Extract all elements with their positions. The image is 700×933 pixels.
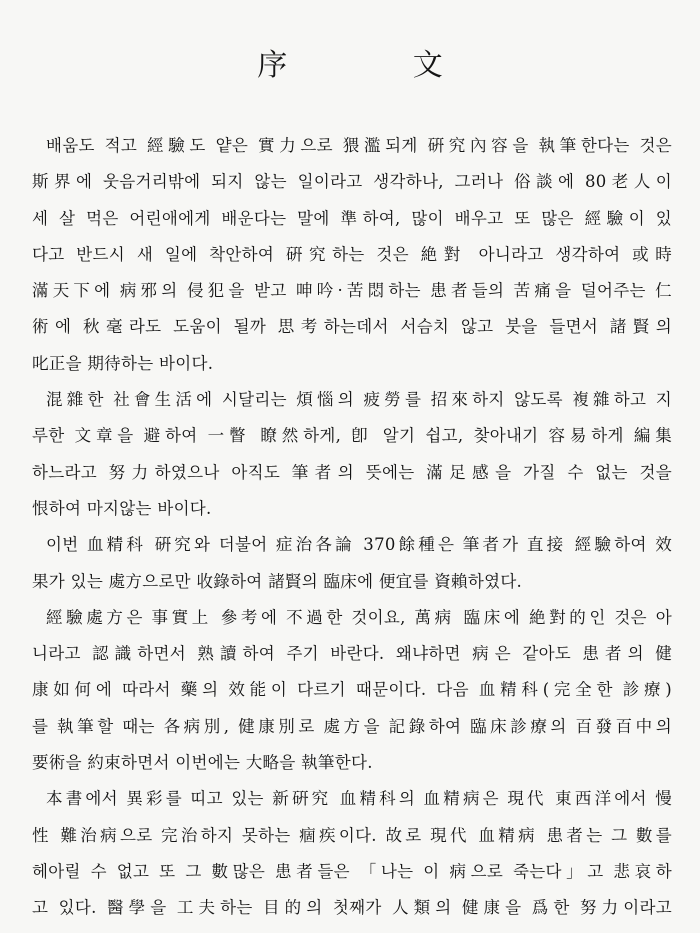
text-line: 배움도 적고 經驗도 얕은 實力으로 猥濫되게 硏究內容을 執筆한다는 것은 bbox=[46, 136, 672, 155]
text-line: 세 살 먹은 어린애에게 배운다는 말에 準하여, 많이 배우고 또 많은 經驗이 있 bbox=[32, 208, 672, 228]
text-line: 다고 반드시 새 일에 착안하여 硏究하는 것은 絶對 아니라고 생각하여 或時 bbox=[32, 244, 672, 264]
text-line: 이번 血精科 硏究와 더불어 症治各論 370餘種은 筆者가 直接 經驗하여 效 bbox=[46, 535, 672, 555]
paragraph-5 bbox=[32, 781, 672, 926]
text-line: 經驗處方은 事實上 參考에 不過한 것이요, 萬病 臨床에 絶對的인 것은 아 bbox=[46, 607, 672, 627]
text-line: 恨하여 마지않는 바이다. bbox=[32, 498, 212, 518]
paragraph-2 bbox=[32, 382, 672, 527]
text-line: 本書에서 異彩를 띠고 있는 新硏究 血精科의 血精病은 現代 東西洋에서 慢 bbox=[46, 789, 672, 809]
paragraph-1 bbox=[32, 128, 672, 382]
text-line: 混雜한 社會生活에 시달리는 煩惱의 疲勞를 招來하지 않도록 複雜하고 지 bbox=[46, 390, 672, 410]
text-line: 叱正을 期待하는 바이다. bbox=[32, 353, 214, 373]
text-line: 니라고 認識하면서 熟讀하여 주기 바란다. 왜냐하면 病은 같아도 患者의 健 bbox=[32, 644, 672, 664]
paragraph-4 bbox=[32, 600, 672, 781]
text-line: 術에 秋毫라도 도움이 될까 思考하는데서 서슴치 않고 붓을 들면서 諸賢의 bbox=[32, 317, 672, 337]
page-title: 序 文 bbox=[257, 48, 501, 84]
text-line: 루한 文章을 避하여 一瞥 瞭然하게, 卽 알기 쉽고, 찾아내기 容易하게 編集 bbox=[32, 426, 672, 446]
text-line: 滿天下에 病邪의 侵犯을 받고 呻吟·苦悶하는 患者들의 苦痛을 덜어주는 仁 bbox=[32, 281, 672, 301]
text-line: 要術을 約束하면서 이번에는 大略을 執筆한다. bbox=[32, 753, 373, 773]
text-line: 果가 있는 處方으로만 收錄하여 諸賢의 臨床에 便宜를 資賴하였다. bbox=[32, 571, 523, 591]
text-line: 를 執筆할 때는 各病別, 健康別로 處方을 記錄하여 臨床診療의 百發百中의 bbox=[32, 716, 672, 736]
preface-body bbox=[32, 128, 672, 927]
paragraph-3 bbox=[32, 527, 672, 600]
text-line: 康如何에 따라서 藥의 效能이 다르기 때문이다. 다음 血精科(完全한 診療) bbox=[32, 680, 672, 700]
text-line: 性 難治病으로 完治하지 못하는 痼疾이다. 故로 現代 血精病 患者는 그 數를 bbox=[32, 825, 672, 845]
text-line: 하느라고 努力하였으나 아직도 筆者의 뜻에는 滿足感을 가질 수 없는 것을 bbox=[32, 462, 672, 482]
text-line: 고 있다. 醫學을 工夫하는 目的의 첫째가 人類의 健康을 爲한 努力이라고 bbox=[32, 898, 672, 918]
text-line: 斯界에 웃음거리밖에 되지 않는 일이라고 생각하나, 그러나 俗談에 80老人이 bbox=[32, 172, 672, 192]
text-line: 헤아릴 수 없고 또 그 數많은 患者들은 「나는 이 病으로 죽는다」고 悲哀하 bbox=[32, 861, 672, 881]
